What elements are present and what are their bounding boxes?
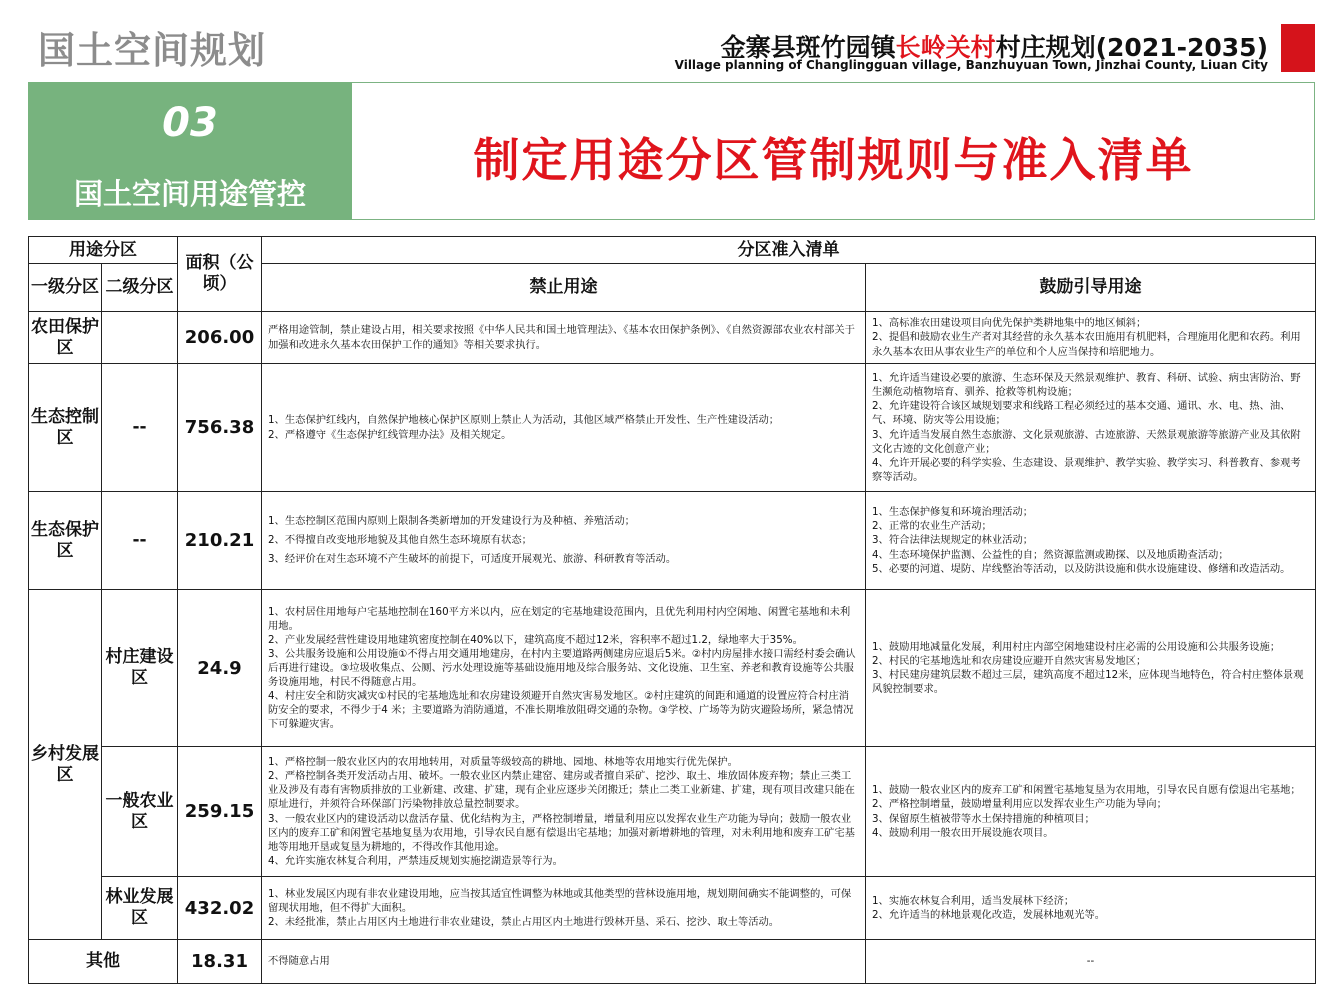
table-row bbox=[29, 312, 1316, 364]
level1-cell: 乡村发展区 bbox=[29, 590, 102, 940]
list-item: 3、村民建房建筑层数不超过三层，建筑高度不超过12米，应体现当地特色，符合村庄整体景观风貌控制要求。 bbox=[872, 669, 1304, 696]
table-row bbox=[29, 590, 1316, 747]
level1-cell: 其他 bbox=[29, 940, 178, 984]
table-row bbox=[29, 364, 1316, 492]
list-item: 4、允许实施农林复合利用，严禁违反规划实施挖湖造景等行为。 bbox=[268, 854, 563, 867]
level2-cell: -- bbox=[102, 364, 178, 492]
zoning-table bbox=[28, 236, 1316, 984]
area-cell: 24.9 bbox=[178, 590, 262, 747]
header-access-list: 分区准入清单 bbox=[262, 237, 1316, 264]
prohibited-cell bbox=[262, 747, 866, 877]
encouraged-cell bbox=[866, 312, 1316, 364]
area-cell: 259.15 bbox=[178, 747, 262, 877]
list-item: 4、允许开展必要的科学实验、生态建设、景观维护、教学实验、教学实习、科普教育、参观考察等活动。 bbox=[872, 456, 1301, 483]
list-item: 1、高标准农田建设项目向优先保护类耕地集中的地区倾斜； bbox=[872, 317, 1147, 330]
list-item: 1、鼓励一般农业区内的废弃工矿和闲置宅基地复垦为农用地，引导农民自愿有偿退出宅基地； bbox=[872, 784, 1301, 797]
level1-cell: 生态保护区 bbox=[29, 492, 102, 590]
list-item: 1、生态保护修复和环境治理活动； bbox=[872, 506, 1034, 519]
list-item: -- bbox=[1086, 955, 1095, 968]
list-item: 1、生态控制区范围内原则上限制各类新增加的开发建设行为及种植、养殖活动； bbox=[268, 515, 635, 527]
level2-cell: -- bbox=[102, 492, 178, 590]
encouraged-cell bbox=[866, 492, 1316, 590]
header-level1: 一级分区 bbox=[29, 264, 102, 312]
level1-cell: 生态控制区 bbox=[29, 364, 102, 492]
list-item: 1、严格控制一般农业区内的农用地转用，对质量等级较高的耕地、园地、林地等农用地实行优先保护。 bbox=[268, 756, 738, 769]
encouraged-cell bbox=[866, 940, 1316, 984]
area-cell: 206.00 bbox=[178, 312, 262, 364]
list-item: 2、不得擅自改变地形地貌及其他自然生态环境原有状态； bbox=[268, 534, 532, 546]
header-encouraged: 鼓励引导用途 bbox=[866, 264, 1316, 312]
list-item: 2、产业发展经营性建设用地建筑密度控制在40%以下，建筑高度不超过12米，容积率不超过1.2，绿地率大于35%。 bbox=[268, 633, 803, 646]
section-title: 制定用途分区管制规则与准入清单 bbox=[473, 133, 1194, 187]
level1-cell: 农田保护区 bbox=[29, 312, 102, 364]
project-title-highlight: 长岭关村 bbox=[895, 33, 996, 62]
project-title-suffix: 村庄规划(2021-2035) bbox=[995, 33, 1268, 62]
level2-cell: 村庄建设区 bbox=[102, 590, 178, 747]
list-item: 3、保留原生植被带等水土保持措施的种植项目； bbox=[872, 812, 1095, 825]
list-item: 2、提倡和鼓励农业生产者对其经营的永久基本农田施用有机肥料，合理施用化肥和农药。利用永久基本农田从事农业生产的单位和个人应当保持和培肥地力。 bbox=[872, 331, 1301, 358]
encouraged-cell bbox=[866, 747, 1316, 877]
list-item: 1、农村居住用地每户宅基地控制在160平方米以内，应在划定的宅基地建设范围内，且优先利用村内空闲地、闲置宅基地和未利用地。 bbox=[268, 605, 851, 632]
project-title-prefix: 金寨县斑竹园镇 bbox=[720, 33, 896, 62]
list-item: 1、林业发展区内现有非农业建设用地，应当按其适宜性调整为林地或其他类型的营林设施用地，规划期间确实不能调整的，可保留现状用地，但不得扩大面积。 bbox=[268, 887, 852, 914]
table-row bbox=[29, 940, 1316, 984]
project-subtitle: Village planning of Changlingguan village, Banzhuyuan Town, Jinzhai County, Liuan City bbox=[674, 58, 1268, 72]
header-use-zone: 用途分区 bbox=[29, 237, 178, 264]
list-item: 5、必要的河道、堤防、岸线整治等活动，以及防洪设施和供水设施建设、修缮和改造活动。 bbox=[872, 562, 1291, 575]
list-item: 2、村民的宅基地选址和农房建设应避开自然灾害易发地区； bbox=[872, 654, 1147, 667]
list-item: 1、实施农林复合利用，适当发展林下经济； bbox=[872, 894, 1075, 907]
header-area: 面积（公顷） bbox=[178, 237, 262, 312]
level2-cell bbox=[102, 312, 178, 364]
prohibited-cell bbox=[262, 364, 866, 492]
table-row bbox=[29, 747, 1316, 877]
prohibited-cell bbox=[262, 940, 866, 984]
header-prohibited: 禁止用途 bbox=[262, 264, 866, 312]
brand-title: 国土空间规划 bbox=[38, 29, 266, 72]
area-cell: 18.31 bbox=[178, 940, 262, 984]
section-number: 03 bbox=[162, 100, 218, 146]
level2-cell: 一般农业区 bbox=[102, 747, 178, 877]
level2-cell: 林业发展区 bbox=[102, 877, 178, 940]
section-name: 国土空间用途管控 bbox=[73, 177, 306, 211]
list-item: 1、允许适当建设必要的旅游、生态环保及天然景观维护、教育、科研、试验、病虫害防治、野生濒危动植物培育、驯养、抢救等机构设施； bbox=[872, 372, 1301, 399]
list-item: 严格用途管制，禁止建设占用，相关要求按照《中华人民共和国土地管理法》、《基本农田保护条例》、《自然资源部农业农村部关于加强和改进永久基本农田保护工作的通知》等相关要求执行。 bbox=[268, 324, 855, 351]
prohibited-cell bbox=[262, 312, 866, 364]
table-row bbox=[29, 492, 1316, 590]
list-item: 4、鼓励利用一般农田开展设施农项目。 bbox=[872, 826, 1054, 839]
list-item: 4、村庄安全和防灾减灾①村民的宅基地选址和农房建设须避开自然灾害易发地区。②村庄建筑的间距和通道的设置应符合村庄消防安全的要求，不得少于4 米；主要道路为消防通道，不准长期堆放阻碍交通的杂物。③学校、广场等为防灾避险场所，紧急情况下可躲避灾害。 bbox=[268, 690, 854, 731]
list-item: 3、一般农业区内的建设活动以盘活存量、优化结构为主，严格控制增量，增量利用应以发挥农业生产功能为导向；鼓励一般农业区内的废弃工矿和闲置宅基地复垦为农用地，引导农民自愿有偿退出宅基地；加强对新增耕地的管理，对未利用地和废弃工矿宅基地等用地开垦或复垦为耕地的，不得改作其他用途。 bbox=[268, 812, 855, 853]
list-item: 2、正常的农业生产活动； bbox=[872, 520, 992, 533]
area-cell: 756.38 bbox=[178, 364, 262, 492]
encouraged-cell bbox=[866, 590, 1316, 747]
prohibited-cell bbox=[262, 590, 866, 747]
encouraged-cell bbox=[866, 877, 1316, 940]
table-row bbox=[29, 877, 1316, 940]
list-item: 2、未经批准，禁止占用区内土地进行非农业建设，禁止占用区内土地进行毁林开垦、采石、挖沙、取土等活动。 bbox=[268, 916, 780, 929]
list-item: 3、经评价在对生态环境不产生破坏的前提下，可适度开展观光、旅游、科研教育等活动。 bbox=[268, 553, 677, 565]
list-item: 1、鼓励用地减量化发展，利用村庄内部空闲地建设村庄必需的公用设施和公共服务设施； bbox=[872, 640, 1281, 653]
list-item: 4、生态环境保护监测、公益性的自；然资源监测或勘探、以及地质勘查活动； bbox=[872, 548, 1229, 561]
encouraged-cell bbox=[866, 364, 1316, 492]
list-item: 2、允许建设符合该区域规划要求和线路工程必须经过的基本交通、通讯、水、电、热、油、气、环境、防灾等公用设施； bbox=[872, 400, 1291, 427]
list-item: 3、公共服务设施和公用设施①不得占用交通用地建房，在村内主要道路两侧建房应退后5米。②村内房屋排水接口需经村委会确认后再进行建设。③垃圾收集点、公厕、污水处理设施等基础设施用地及综合服务站、文化设施、卫生室、养老和教育设施等公共服务设施用地，村民不得随意占用。 bbox=[268, 647, 856, 689]
section-badge bbox=[28, 82, 352, 220]
list-item: 2、严格控制各类开发活动占用、破坏。一般农业区内禁止建窑、建房或者擅自采矿、挖沙、取土、堆放固体废弃物；禁止三类工业及涉及有毒有害物质排放的工业新建、改建、扩建，现有企业应逐步关闭搬迁；禁止二类工业新建、扩建，现有项目改建只能在原址进行，并须符合环保部门污染物排放总量控制要求。 bbox=[268, 770, 855, 811]
list-item: 2、允许适当的林地景观化改造，发展林地观光等。 bbox=[872, 909, 1106, 921]
brand-red-block bbox=[1281, 24, 1315, 72]
list-item: 1、生态保护红线内，自然保护地核心保护区原则上禁止人为活动，其他区域严格禁止开发性、生产性建设活动； bbox=[268, 414, 780, 427]
list-item: 不得随意占用 bbox=[268, 955, 330, 968]
list-item: 2、严格控制增量，鼓励增量利用应以发挥农业生产功能为导向； bbox=[872, 798, 1167, 811]
header-level2: 二级分区 bbox=[102, 264, 178, 312]
list-item: 3、符合法律法规规定的林业活动； bbox=[872, 534, 1034, 547]
prohibited-cell bbox=[262, 877, 866, 940]
area-cell: 210.21 bbox=[178, 492, 262, 590]
prohibited-cell bbox=[262, 492, 866, 590]
list-item: 2、严格遵守《生态保护红线管理办法》及相关规定。 bbox=[268, 428, 512, 441]
list-item: 3、允许适当发展自然生态旅游、文化景观旅游、古迹旅游、天然景观旅游等旅游产业及其依附文化古迹的文化创意产业； bbox=[872, 428, 1301, 455]
area-cell: 432.02 bbox=[178, 877, 262, 940]
